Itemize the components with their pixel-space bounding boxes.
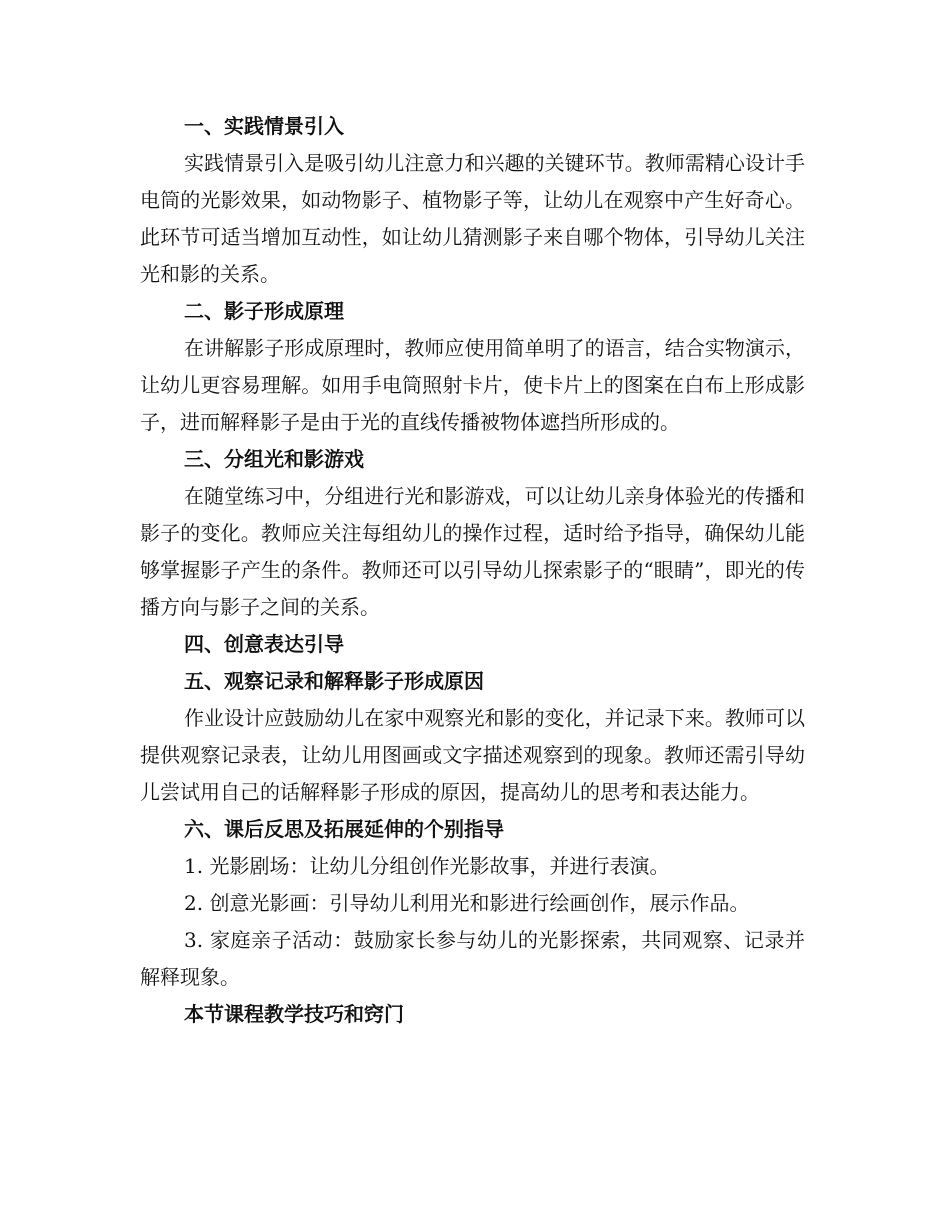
section-heading-7: 本节课程教学技巧和窍门 — [184, 1002, 404, 1026]
section-body-2: 在讲解影子形成原理时，教师应使用简单明了的语言，结合实物演示，让幼儿更容易理解。如用手电筒照射卡片，使卡片上的图案在白布上形成影子，进而解释影子是由于光的直线传播被物体遮挡所形成的。 — [140, 336, 805, 434]
section-heading-5: 五、观察记录和解释影子形成原因 — [184, 669, 484, 693]
section-body-3: 在随堂练习中，分组进行光和影游戏，可以让幼儿亲身体验光的传播和影子的变化。教师应关注每组幼儿的操作过程，适时给予指导，确保幼儿能够掌握影子产生的条件。教师还可以引导幼儿探索影子的“眼睛”，即光的传播方向与影子之间的关系。 — [140, 484, 805, 619]
section-heading-3: 三、分组光和影游戏 — [184, 447, 364, 471]
section-heading-6: 六、课后反思及拓展延伸的个别指导 — [184, 817, 504, 841]
section-body-1: 实践情景引入是吸引幼儿注意力和兴趣的关键环节。教师需精心设计手电筒的光影效果，如动物影子、植物影子等，让幼儿在观察中产生好奇心。此环节可适当增加互动性，如让幼儿猜测影子来自哪个物体，引导幼儿关注光和影的关系。 — [140, 151, 805, 286]
list-item: 1. 光影剧场：让幼儿分组创作光影故事，并进行表演。 — [184, 854, 670, 878]
section-heading-1: 一、实践情景引入 — [184, 114, 344, 138]
section-body-5: 作业设计应鼓励幼儿在家中观察光和影的变化，并记录下来。教师可以提供观察记录表，让幼儿用图画或文字描述观察到的现象。教师还需引导幼儿尝试用自己的话解释影子形成的原因，提高幼儿的思考和表达能力。 — [140, 706, 805, 804]
document-page — [140, 108, 805, 1033]
list-item: 2. 创意光影画：引导幼儿利用光和影进行绘画创作，展示作品。 — [184, 891, 750, 915]
section-heading-4: 四、创意表达引导 — [184, 632, 344, 656]
list-item: 3. 家庭亲子活动：鼓励家长参与幼儿的光影探索，共同观察、记录并解释现象。 — [140, 928, 805, 989]
section-heading-2: 二、影子形成原理 — [184, 299, 344, 323]
